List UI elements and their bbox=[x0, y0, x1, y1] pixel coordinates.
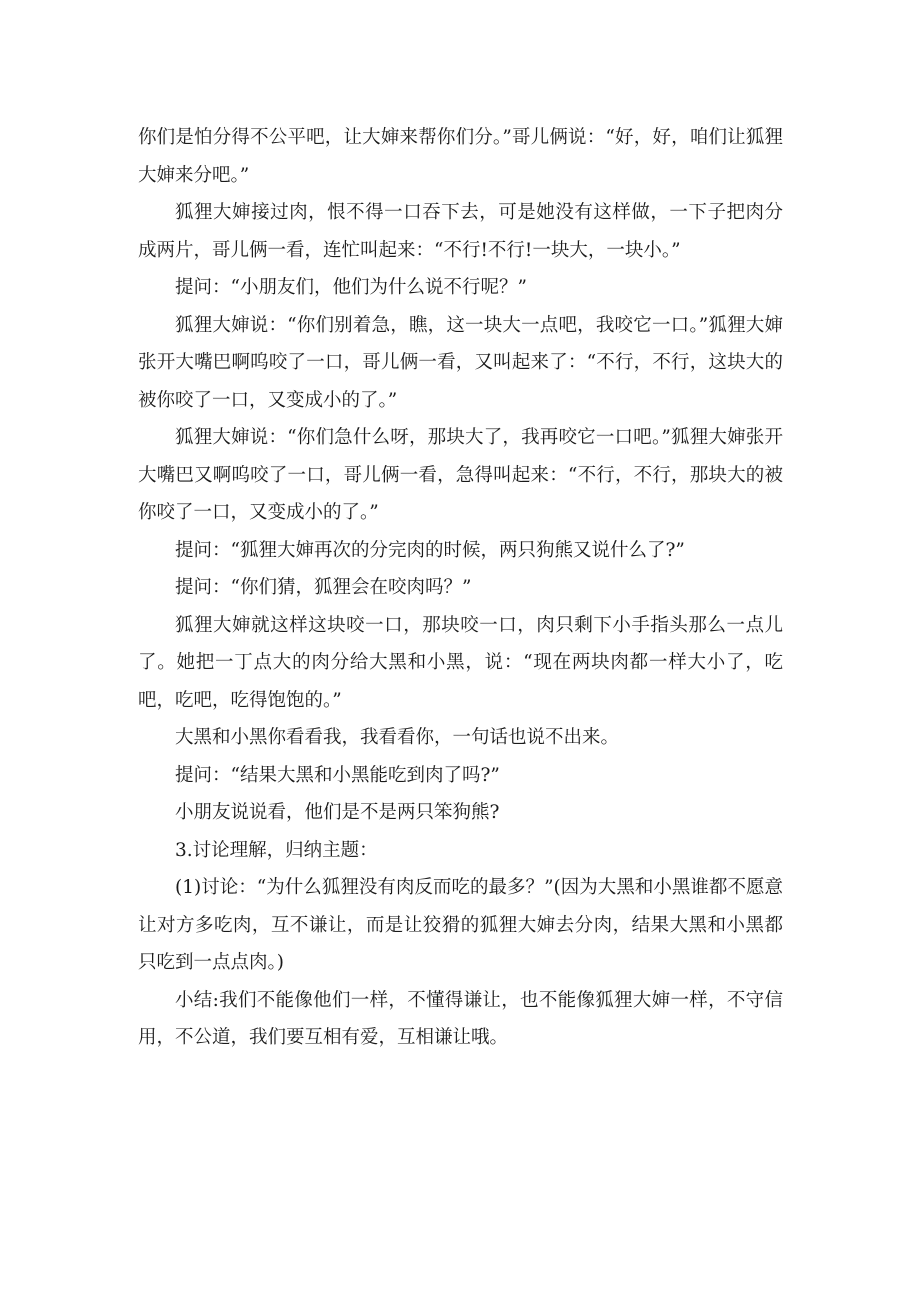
section-heading: 3.讨论理解，归纳主题： bbox=[175, 839, 378, 861]
paragraph: 狐狸大婶就这样这块咬一口，那块咬一口，肉只剩下小手指头那么一点儿了。她把一丁点大的肉分给大黑和小黑，说：“现在两块肉都一样大小了，吃吧，吃吧，吃得饱饱的。” bbox=[138, 614, 783, 711]
paragraph: 狐狸大婶接过肉，恨不得一口吞下去，可是她没有这样做，一下子把肉分成两片，哥儿俩一看，连忙叫起来：“不行!不行!一块大，一块小。” bbox=[138, 202, 783, 261]
paragraph: 狐狸大婶说：“你们急什么呀，那块大了，我再咬它一口吧。”狐狸大婶张开大嘴巴又啊呜咬了一口，哥儿俩一看，急得叫起来：“不行，不行，那块大的被你咬了一口，又变成小的了。” bbox=[138, 427, 783, 523]
paragraph: 小朋友说说看，他们是不是两只笨狗熊? bbox=[175, 802, 500, 823]
paragraph-question: 提问：“小朋友们，他们为什么说不行呢？” bbox=[175, 277, 527, 298]
paragraph-question: 提问：“结果大黑和小黑能吃到肉了吗?” bbox=[175, 764, 500, 786]
paragraph-question: 提问：“狐狸大婶再次的分完肉的时候，两只狗熊又说什么了?” bbox=[175, 539, 685, 561]
document-body bbox=[138, 119, 783, 1057]
paragraph-question: 提问：“你们猜，狐狸会在咬肉吗？” bbox=[175, 577, 472, 598]
paragraph-summary: 小结:我们不能像他们一样，不懂得谦让，也不能像狐狸大婶一样，不守信用，不公道，我们要互相有爱，互相谦让哦。 bbox=[138, 989, 783, 1048]
paragraph-discussion: (1)讨论：“为什么狐狸没有肉反而吃的最多？”(因为大黑和小黑谁都不愿意让对方多吃肉，互不谦让，而是让狡猾的狐狸大婶去分肉，结果大黑和小黑都只吃到一点点肉。) bbox=[138, 877, 783, 973]
paragraph: 狐狸大婶说：“你们别着急，瞧，这一块大一点吧，我咬它一口。”狐狸大婶张开大嘴巴啊呜咬了一口，哥儿俩一看，又叫起来了：“不行，不行，这块大的被你咬了一口，又变成小的了。” bbox=[138, 314, 783, 411]
paragraph-continued: 你们是怕分得不公平吧，让大婶来帮你们分。”哥儿俩说：“好，好，咱们让狐狸大婶来分吧。” bbox=[138, 127, 783, 186]
paragraph: 大黑和小黑你看看我，我看看你，一句话也说不出来。 bbox=[175, 727, 620, 748]
